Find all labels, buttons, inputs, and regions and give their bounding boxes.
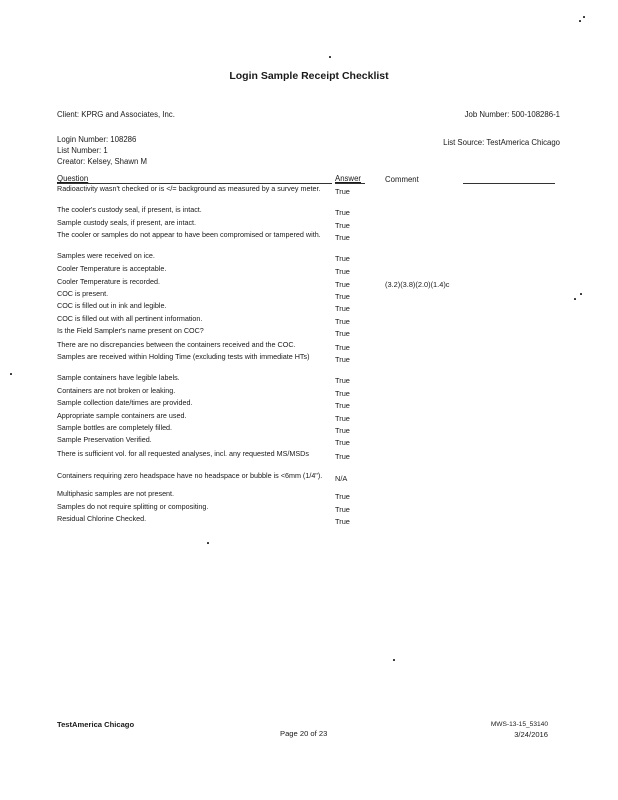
scan-speck <box>583 16 585 18</box>
page-title: Login Sample Receipt Checklist <box>229 70 389 82</box>
job-number: Job Number: 500-108286-1 <box>464 110 560 119</box>
answer-cell: True <box>335 414 350 423</box>
answer-cell: True <box>335 426 350 435</box>
question-cell: Radioactivity wasn't checked or is </= background as measured by a survey meter. <box>57 184 321 193</box>
question-cell: The cooler or samples do not appear to have been compromised or tampered with. <box>57 230 321 239</box>
creator: Creator: Kelsey, Shawn M <box>57 157 147 166</box>
footer-date: 3/24/2016 <box>514 730 548 739</box>
question-cell: Sample collection date/times are provided. <box>57 398 193 407</box>
scan-speck <box>574 298 576 300</box>
col-question-header: Question <box>57 174 89 183</box>
answer-cell: True <box>335 317 350 326</box>
answer-cell: True <box>335 517 350 526</box>
question-cell: Cooler Temperature is acceptable. <box>57 264 167 273</box>
question-cell: There is sufficient vol. for all requested analyses, incl. any requested MS/MSDs <box>57 449 309 458</box>
answer-cell: True <box>335 355 350 364</box>
answer-cell: True <box>335 221 350 230</box>
answer-cell: True <box>335 233 350 242</box>
answer-cell: N/A <box>335 474 348 483</box>
question-cell: Is the Field Sampler's name present on COC? <box>57 326 204 335</box>
list-source: List Source: TestAmerica Chicago <box>443 138 560 147</box>
scan-speck <box>329 56 331 58</box>
comment-cell: (3.2)(3.8)(2.0)(1.4)c <box>385 280 450 289</box>
login-number: Login Number: 108286 <box>57 135 137 144</box>
scan-speck <box>207 542 209 544</box>
question-cell: Containers requiring zero headspace have no headspace or bubble is <6mm (1/4"). <box>57 471 323 480</box>
answer-cell: True <box>335 187 350 196</box>
answer-cell: True <box>335 343 350 352</box>
answer-cell: True <box>335 376 350 385</box>
question-cell: Sample custody seals, if present, are intact. <box>57 218 197 227</box>
col-answer-header: Answer <box>335 174 361 183</box>
question-cell: Sample containers have legible labels. <box>57 373 180 382</box>
col-comment-header: Comment <box>385 175 419 184</box>
scan-speck <box>10 373 12 375</box>
question-cell: Samples are received within Holding Time (excluding tests with immediate HTs) <box>57 352 310 361</box>
answer-cell: True <box>335 389 350 398</box>
answer-cell: True <box>335 304 350 313</box>
answer-header-rule <box>335 183 365 184</box>
footer-page-number: Page 20 of 23 <box>280 729 328 738</box>
scan-speck <box>579 20 581 22</box>
answer-cell: True <box>335 280 350 289</box>
question-cell: Containers are not broken or leaking. <box>57 386 176 395</box>
answer-cell: True <box>335 401 350 410</box>
question-cell: Cooler Temperature is recorded. <box>57 277 160 286</box>
answer-cell: True <box>335 254 350 263</box>
question-cell: Sample Preservation Verified. <box>57 435 152 444</box>
question-cell: Multiphasic samples are not present. <box>57 489 175 498</box>
answer-cell: True <box>335 452 350 461</box>
question-cell: COC is filled out in ink and legible. <box>57 301 167 310</box>
answer-cell: True <box>335 505 350 514</box>
question-cell: The cooler's custody seal, if present, is intact. <box>57 205 202 214</box>
question-cell: Residual Chlorine Checked. <box>57 514 147 523</box>
list-number: List Number: 1 <box>57 146 108 155</box>
answer-cell: True <box>335 329 350 338</box>
question-cell: COC is filled out with all pertinent information. <box>57 314 203 323</box>
question-cell: Appropriate sample containers are used. <box>57 411 187 420</box>
question-cell: There are no discrepancies between the containers received and the COC. <box>57 340 296 349</box>
footer-lab-name: TestAmerica Chicago <box>57 720 135 729</box>
question-cell: Samples do not require splitting or compositing. <box>57 502 209 511</box>
scan-speck <box>393 659 395 661</box>
answer-cell: True <box>335 292 350 301</box>
question-cell: COC is present. <box>57 289 109 298</box>
answer-cell: True <box>335 267 350 276</box>
answer-cell: True <box>335 438 350 447</box>
question-cell: Samples were received on ice. <box>57 251 155 260</box>
footer-document-code: MWS-13-15_53140 <box>490 721 548 728</box>
question-cell: Sample bottles are completely filled. <box>57 423 173 432</box>
comment-header-rule <box>463 183 555 184</box>
answer-cell: True <box>335 492 350 501</box>
answer-cell: True <box>335 208 350 217</box>
scan-speck <box>580 293 582 295</box>
client-label: Client: KPRG and Associates, Inc. <box>57 110 175 119</box>
